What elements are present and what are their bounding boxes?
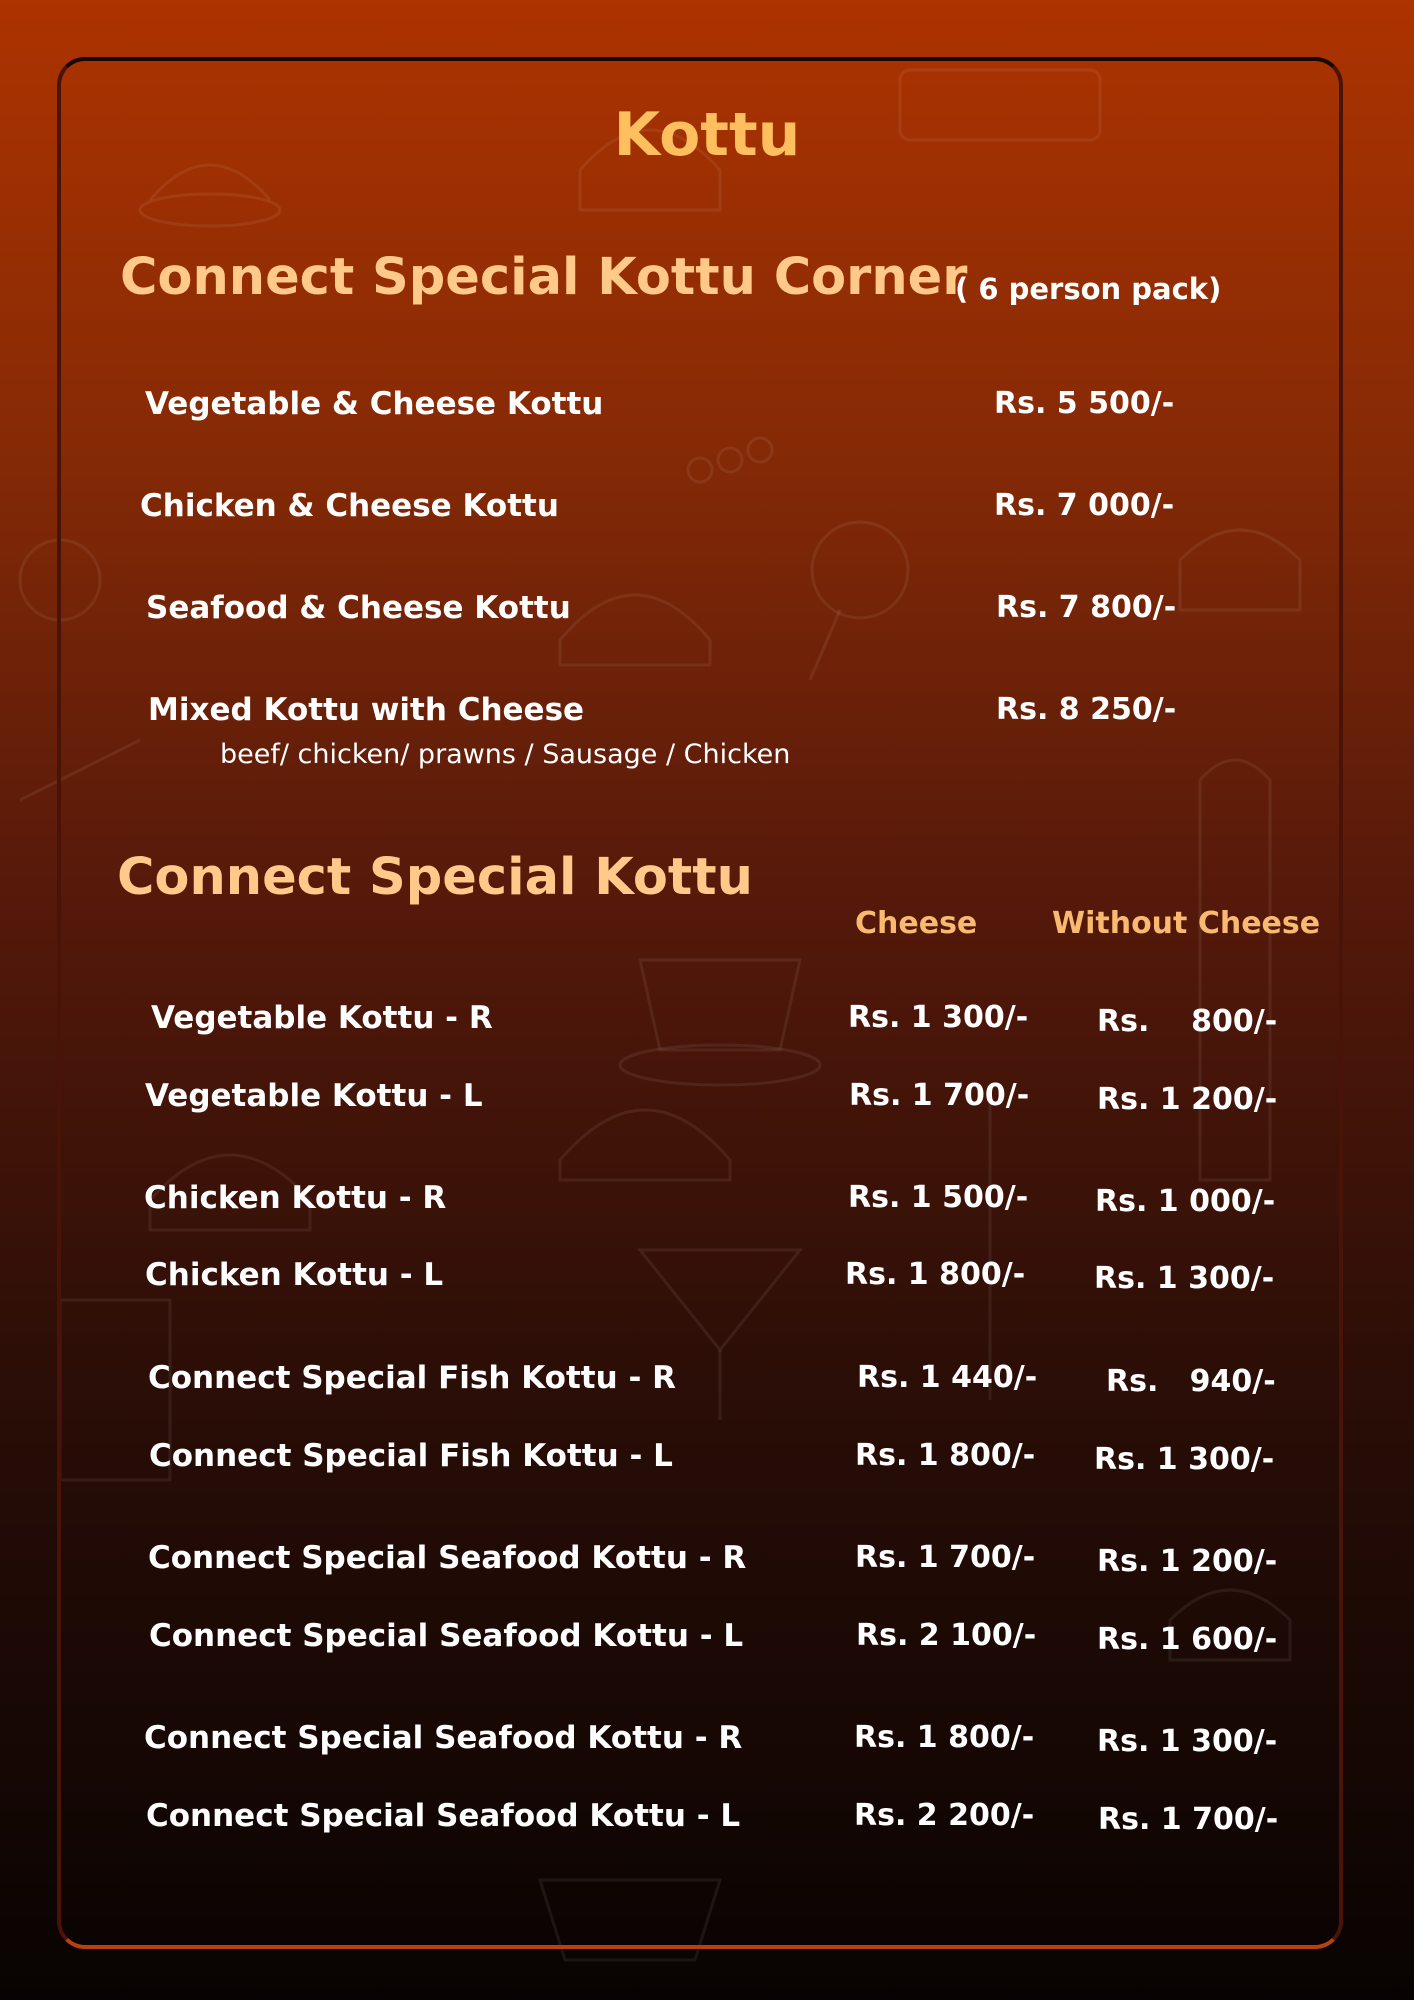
price-cheese: Rs. 1 700/- [849,1078,1030,1113]
price-without-cheese: Rs. 800/- [1097,1004,1278,1039]
table-row-item: Connect Special Fish Kottu - L [149,1438,673,1474]
table-row-item: Connect Special Seafood Kottu - R [148,1540,747,1576]
pack-note: ( 6 person pack) [955,272,1222,306]
table-row-item: Chicken Kottu - L [145,1257,444,1293]
list-item: Chicken & Cheese Kottu [140,488,559,524]
price-without-cheese: Rs. 1 300/- [1094,1261,1275,1296]
price-without-cheese: Rs. 1 300/- [1094,1442,1275,1477]
table-row-item: Vegetable Kottu - R [151,1000,493,1036]
price-without-cheese: Rs. 1 200/- [1097,1082,1278,1117]
table-row-item: Connect Special Seafood Kottu - L [149,1618,744,1654]
price-without-cheese: Rs. 1 200/- [1097,1544,1278,1579]
price-cheese: Rs. 1 500/- [848,1180,1029,1215]
price-cheese: Rs. 1 440/- [857,1360,1038,1395]
price-without-cheese: Rs. 1 000/- [1095,1184,1276,1219]
special-heading: Connect Special Kottu [117,848,753,907]
price-cheese: Rs. 1 800/- [845,1257,1026,1292]
table-row-item: Connect Special Seafood Kottu - L [146,1798,741,1834]
table-row-item: Connect Special Fish Kottu - R [148,1360,676,1396]
price-cheese: Rs. 2 200/- [854,1798,1035,1833]
price-without-cheese: Rs. 1 600/- [1097,1622,1278,1657]
item-price: Rs. 7 000/- [994,488,1175,523]
price-without-cheese: Rs. 940/- [1106,1364,1276,1399]
corner-heading: Connect Special Kottu Corner [120,248,968,307]
item-price: Rs. 5 500/- [994,386,1175,421]
item-price: Rs. 7 800/- [996,590,1177,625]
price-cheese: Rs. 1 800/- [855,1438,1036,1473]
column-header-without-cheese: Without Cheese [1052,906,1321,941]
price-without-cheese: Rs. 1 700/- [1098,1802,1279,1837]
column-header-cheese: Cheese [855,906,978,941]
table-row-item: Chicken Kottu - R [144,1180,447,1216]
item-price: Rs. 8 250/- [996,692,1177,727]
price-cheese: Rs. 2 100/- [856,1618,1037,1653]
list-item: Seafood & Cheese Kottu [146,590,571,626]
price-without-cheese: Rs. 1 300/- [1097,1724,1278,1759]
price-cheese: Rs. 1 300/- [848,1000,1029,1035]
price-cheese: Rs. 1 800/- [854,1720,1035,1755]
list-item: Vegetable & Cheese Kottu [145,386,604,422]
page-title: Kottu [613,100,801,170]
price-cheese: Rs. 1 700/- [855,1540,1036,1575]
list-item: Mixed Kottu with Cheese [148,692,585,728]
item-note: beef/ chicken/ prawns / Sausage / Chicken [220,739,791,770]
table-row-item: Vegetable Kottu - L [145,1078,483,1114]
table-row-item: Connect Special Seafood Kottu - R [144,1720,743,1756]
